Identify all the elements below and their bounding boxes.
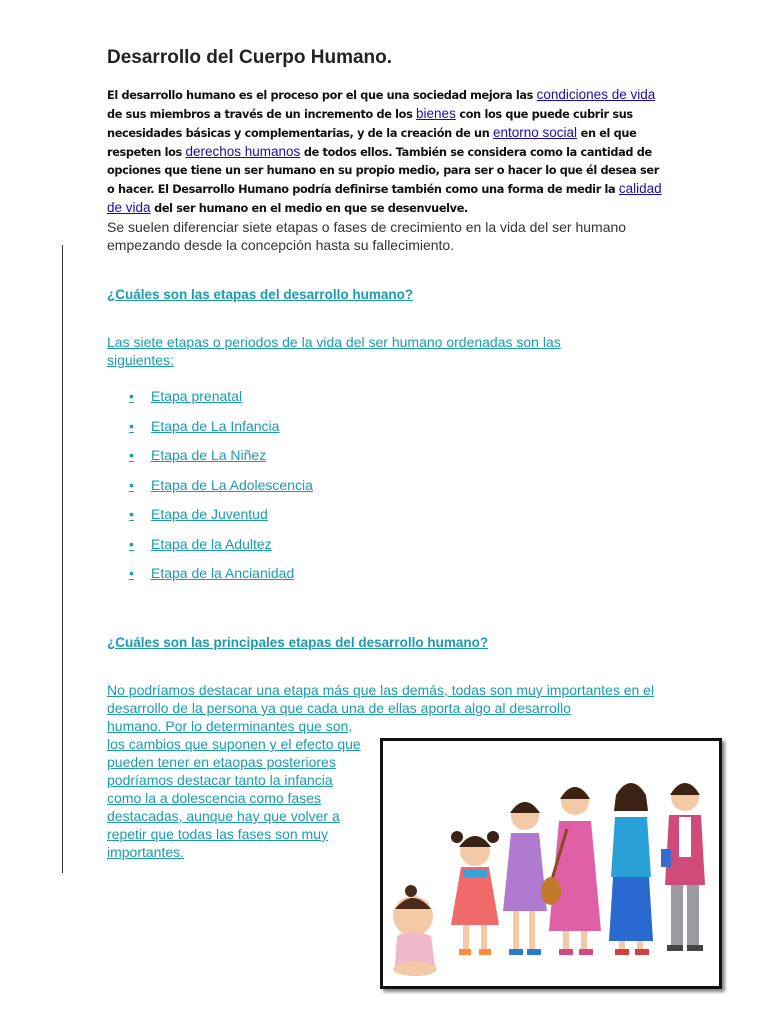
growth-stages-illustration — [380, 738, 722, 989]
young-adult-figure-icon — [609, 783, 653, 955]
link-derechos-humanos[interactable]: derechos humanos — [185, 144, 301, 159]
link-entorno-social[interactable]: entorno social — [492, 125, 578, 140]
document-body — [107, 46, 667, 254]
intro-text-2: de sus miembros a través de un incremento de los — [107, 108, 417, 121]
list-item[interactable] — [129, 386, 313, 416]
list-item[interactable] — [129, 504, 313, 534]
list-item[interactable] — [129, 563, 313, 593]
question-heading-2[interactable]: ¿Cuáles son las principales etapas del desarrollo humano? — [107, 635, 489, 650]
answer-2-wide-text: No podríamos destacar una etapa más que las demás, todas son muy importantes en el desarrollo de la persona ya que cada una de ellas aporta algo al desarrollo — [107, 682, 655, 716]
list-item[interactable] — [129, 416, 313, 446]
intro-text-5: de todos ellos. También se considera como la cantidad de opciones que tiene un ser humano en su propio medio, para ser o hacer lo que él desea ser o hacer. El Desarrollo Humano podría definirse también como una forma de medir la — [107, 146, 659, 196]
toddler-figure-icon — [451, 831, 499, 955]
answer-2-narrow-text: humano. Por lo determinantes que son, los cambios que suponen y el efecto que pueden tener en etaopas posteriores podríamos destacar tanto la infancia como la a dolescencia como fases destacadas, aunque hay que volver a repetir que todas las fases son muy importantes. — [107, 718, 361, 860]
stage-label: Etapa de La Adolescencia — [151, 476, 313, 493]
intro-text-4: en el que respeten los — [107, 127, 637, 159]
intro-text-6: del ser humano en el medio en que se desenvuelve. — [150, 202, 468, 215]
bullet-icon: • — [129, 447, 134, 463]
list-item[interactable] — [129, 475, 313, 505]
stage-label: Etapa de La Niñez — [151, 447, 267, 463]
intro-paragraph — [107, 86, 667, 218]
adult-figure-icon — [661, 783, 705, 951]
stage-label: Etapa de La Infancia — [151, 417, 280, 434]
question-heading-1[interactable]: ¿Cuáles son las etapas del desarrollo humano? — [107, 287, 414, 302]
link-calidad-de-vida[interactable]: calidad de vida — [107, 181, 662, 215]
growth-stages-illustration-icon — [383, 741, 719, 986]
bullet-icon: • — [129, 417, 134, 434]
answer-paragraph-1[interactable]: Las siete etapas o periodos de la vida del ser humano ordenadas son las siguientes: — [107, 334, 561, 368]
bullet-icon: • — [129, 506, 134, 522]
stage-label: Etapa de la Adultez — [151, 535, 272, 552]
stages-list — [129, 386, 313, 593]
list-item[interactable] — [129, 445, 313, 475]
child-figure-icon — [503, 802, 547, 955]
page-title: Desarrollo del Cuerpo Humano. — [107, 47, 393, 68]
stage-label: Etapa de la Ancianidad — [151, 565, 295, 581]
link-bienes[interactable]: bienes — [416, 106, 456, 121]
bullet-icon: • — [129, 535, 134, 552]
stages-intro-paragraph: Se suelen diferenciar siete etapas o fases de crecimiento en la vida del ser humano empezando desde la concepción hasta su fallecimiento. — [107, 219, 627, 253]
bullet-icon: • — [129, 388, 134, 404]
baby-figure-icon — [393, 885, 437, 976]
stage-label: Etapa de Juventud — [151, 506, 268, 522]
link-condiciones-de-vida[interactable]: condiciones de vida — [536, 87, 656, 102]
stage-label: Etapa prenatal — [151, 388, 243, 404]
margin-line — [62, 245, 63, 873]
intro-text-3: con los que puede cubrir sus necesidades básicas y complementarias, y de la creación de un — [107, 108, 633, 140]
list-item[interactable] — [129, 534, 313, 564]
teen-figure-icon — [541, 787, 601, 955]
intro-text-1: El desarrollo humano es el proceso por el que una sociedad mejora las — [107, 89, 537, 102]
bullet-icon: • — [129, 565, 134, 581]
bullet-icon: • — [129, 476, 134, 493]
